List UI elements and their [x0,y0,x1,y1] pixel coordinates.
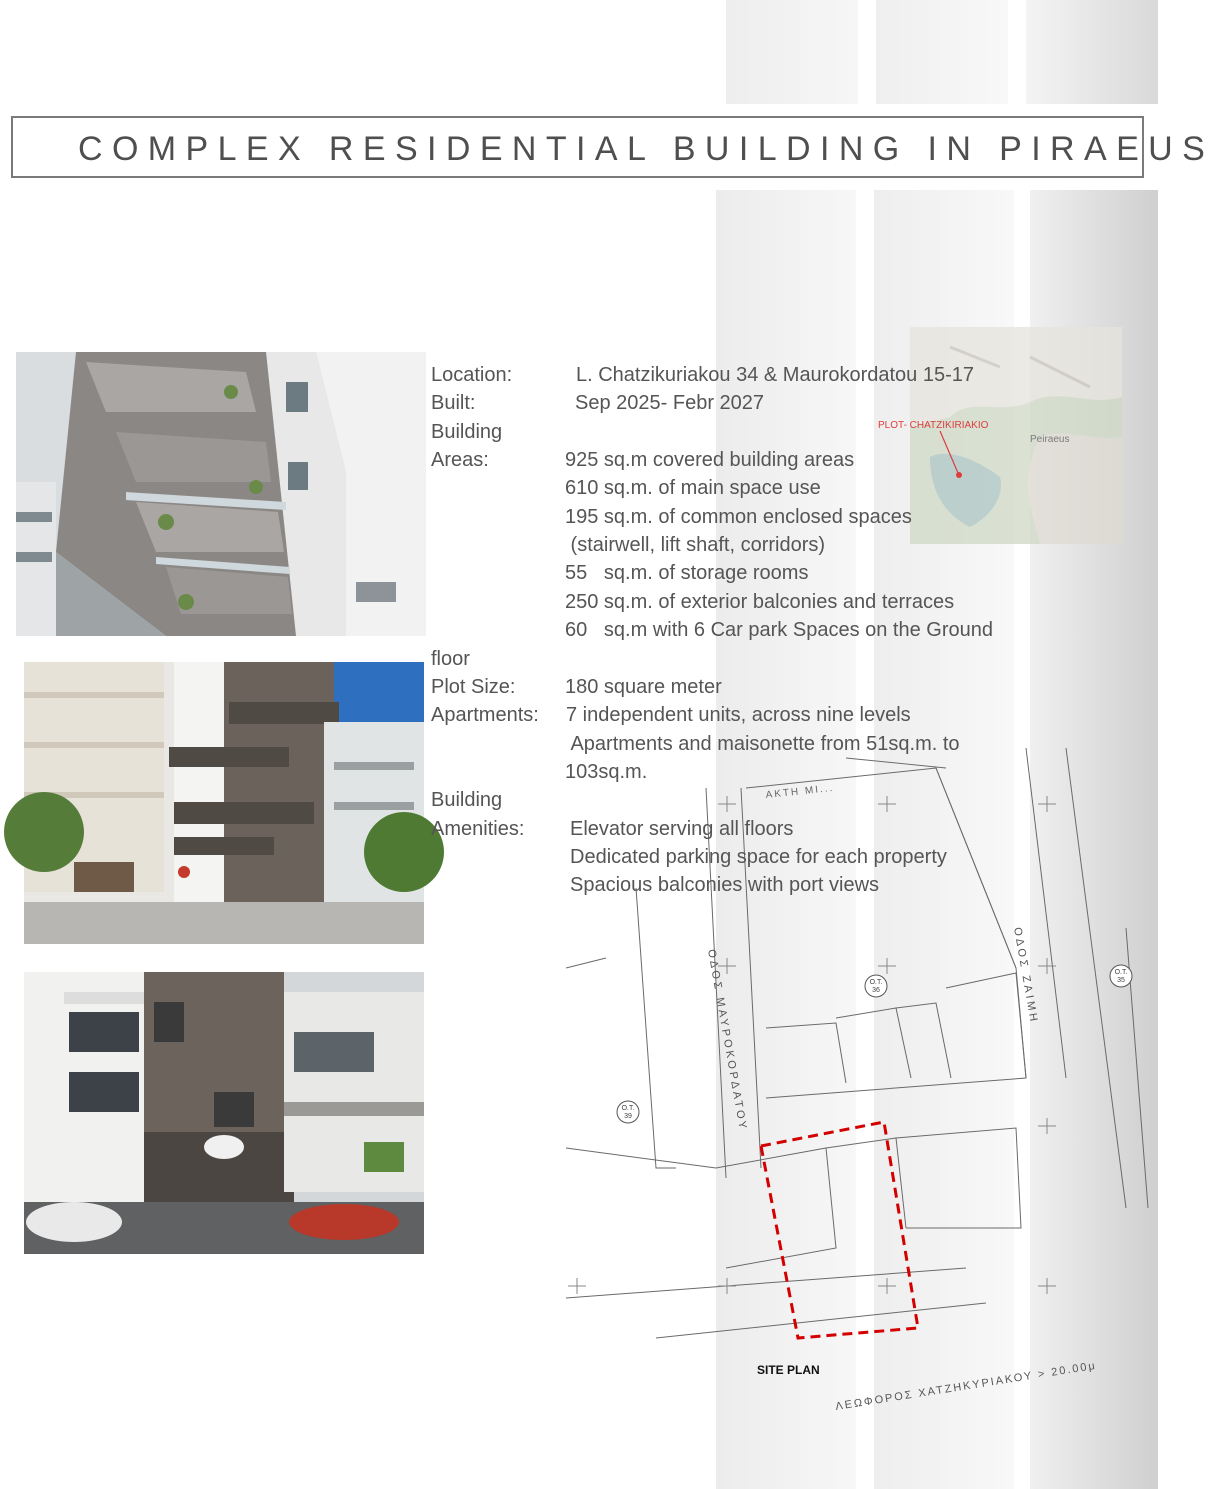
apartments-line: 7 independent units, across nine levels [566,704,911,726]
svg-text:36: 36 [872,987,880,994]
area-item: 195 sq.m. of common enclosed spaces [565,506,912,528]
plot-size-label: Plot Size: [431,676,516,698]
amenity-item: Spacious balconies with port views [570,874,880,896]
street-label-top: ΑΚΤΗ ΜΙ... [765,782,835,801]
building-render-facade [24,662,424,944]
svg-text:Ο.Τ.: Ο.Τ. [621,1105,635,1112]
location-map [878,327,1122,544]
decor-stripe [1026,0,1158,104]
svg-text:Ο.Τ.: Ο.Τ. [869,979,883,986]
location-label: Location: [431,364,513,386]
apartments-label: Apartments: [431,704,539,726]
area-item: 60 sq.m with 6 Car park Spaces on the Ground [565,619,993,641]
svg-text:39: 39 [624,1113,632,1120]
amenities-building-label: Building [431,789,503,811]
site-plan-label: SITE PLAN [757,1363,820,1377]
apartments-line: 103sq.m. [565,761,648,783]
area-item-wrap: floor [431,648,470,670]
apartments-line: Apartments and maisonette from 51sq.m. to [566,733,960,755]
decor-stripe [876,0,1008,104]
plot-size-value: 180 square meter [565,676,722,698]
street-label-bottom: ΛΕΩΦΟΡΟΣ ΧΑΤΖΗΚΥΡΙΑΚΟΥ > 20.00μ [834,1359,1098,1413]
svg-text:Ο.Τ.: Ο.Τ. [1114,969,1128,976]
place-label: Peiraeus [1030,434,1070,445]
area-item: 610 sq.m. of main space use [565,477,821,499]
area-item: 925 sq.m covered building areas [565,449,855,471]
plot-boundary [761,1122,918,1338]
built-label: Built: [431,392,476,414]
amenities-label: Amenities: [431,818,525,840]
amenity-item: Elevator serving all floors [570,818,794,840]
location-value: L. Chatzikuriakou 34 & Maurokordatou 15-17 [576,364,975,386]
building-render-street [24,972,424,1254]
decor-stripe [726,0,858,104]
built-value: Sep 2025- Febr 2027 [575,392,765,414]
plot-marker-icon [956,472,962,478]
plot-label: PLOT- CHATZIKIRIAKIO [878,420,989,431]
areas-label: Areas: [431,449,489,471]
building-label: Building [431,421,503,443]
area-item: 55 sq.m. of storage rooms [565,562,809,584]
area-item: (stairwell, lift shaft, corridors) [565,534,826,556]
svg-text:35: 35 [1117,977,1125,984]
street-label-left: ΟΔΟΣ ΜΑΥΡΟΚΟΡΔΑΤΟΥ [705,948,749,1133]
area-item: 250 sq.m. of exterior balconies and terraces [565,591,955,613]
page-title: COMPLEX RESIDENTIAL BUILDING IN PIRAEUS [78,130,1214,168]
street-label-right: ΟΔΟΣ ΖΑΙΜΗ [1011,926,1040,1026]
amenity-item: Dedicated parking space for each property [570,846,947,868]
building-render-aerial [16,352,426,636]
